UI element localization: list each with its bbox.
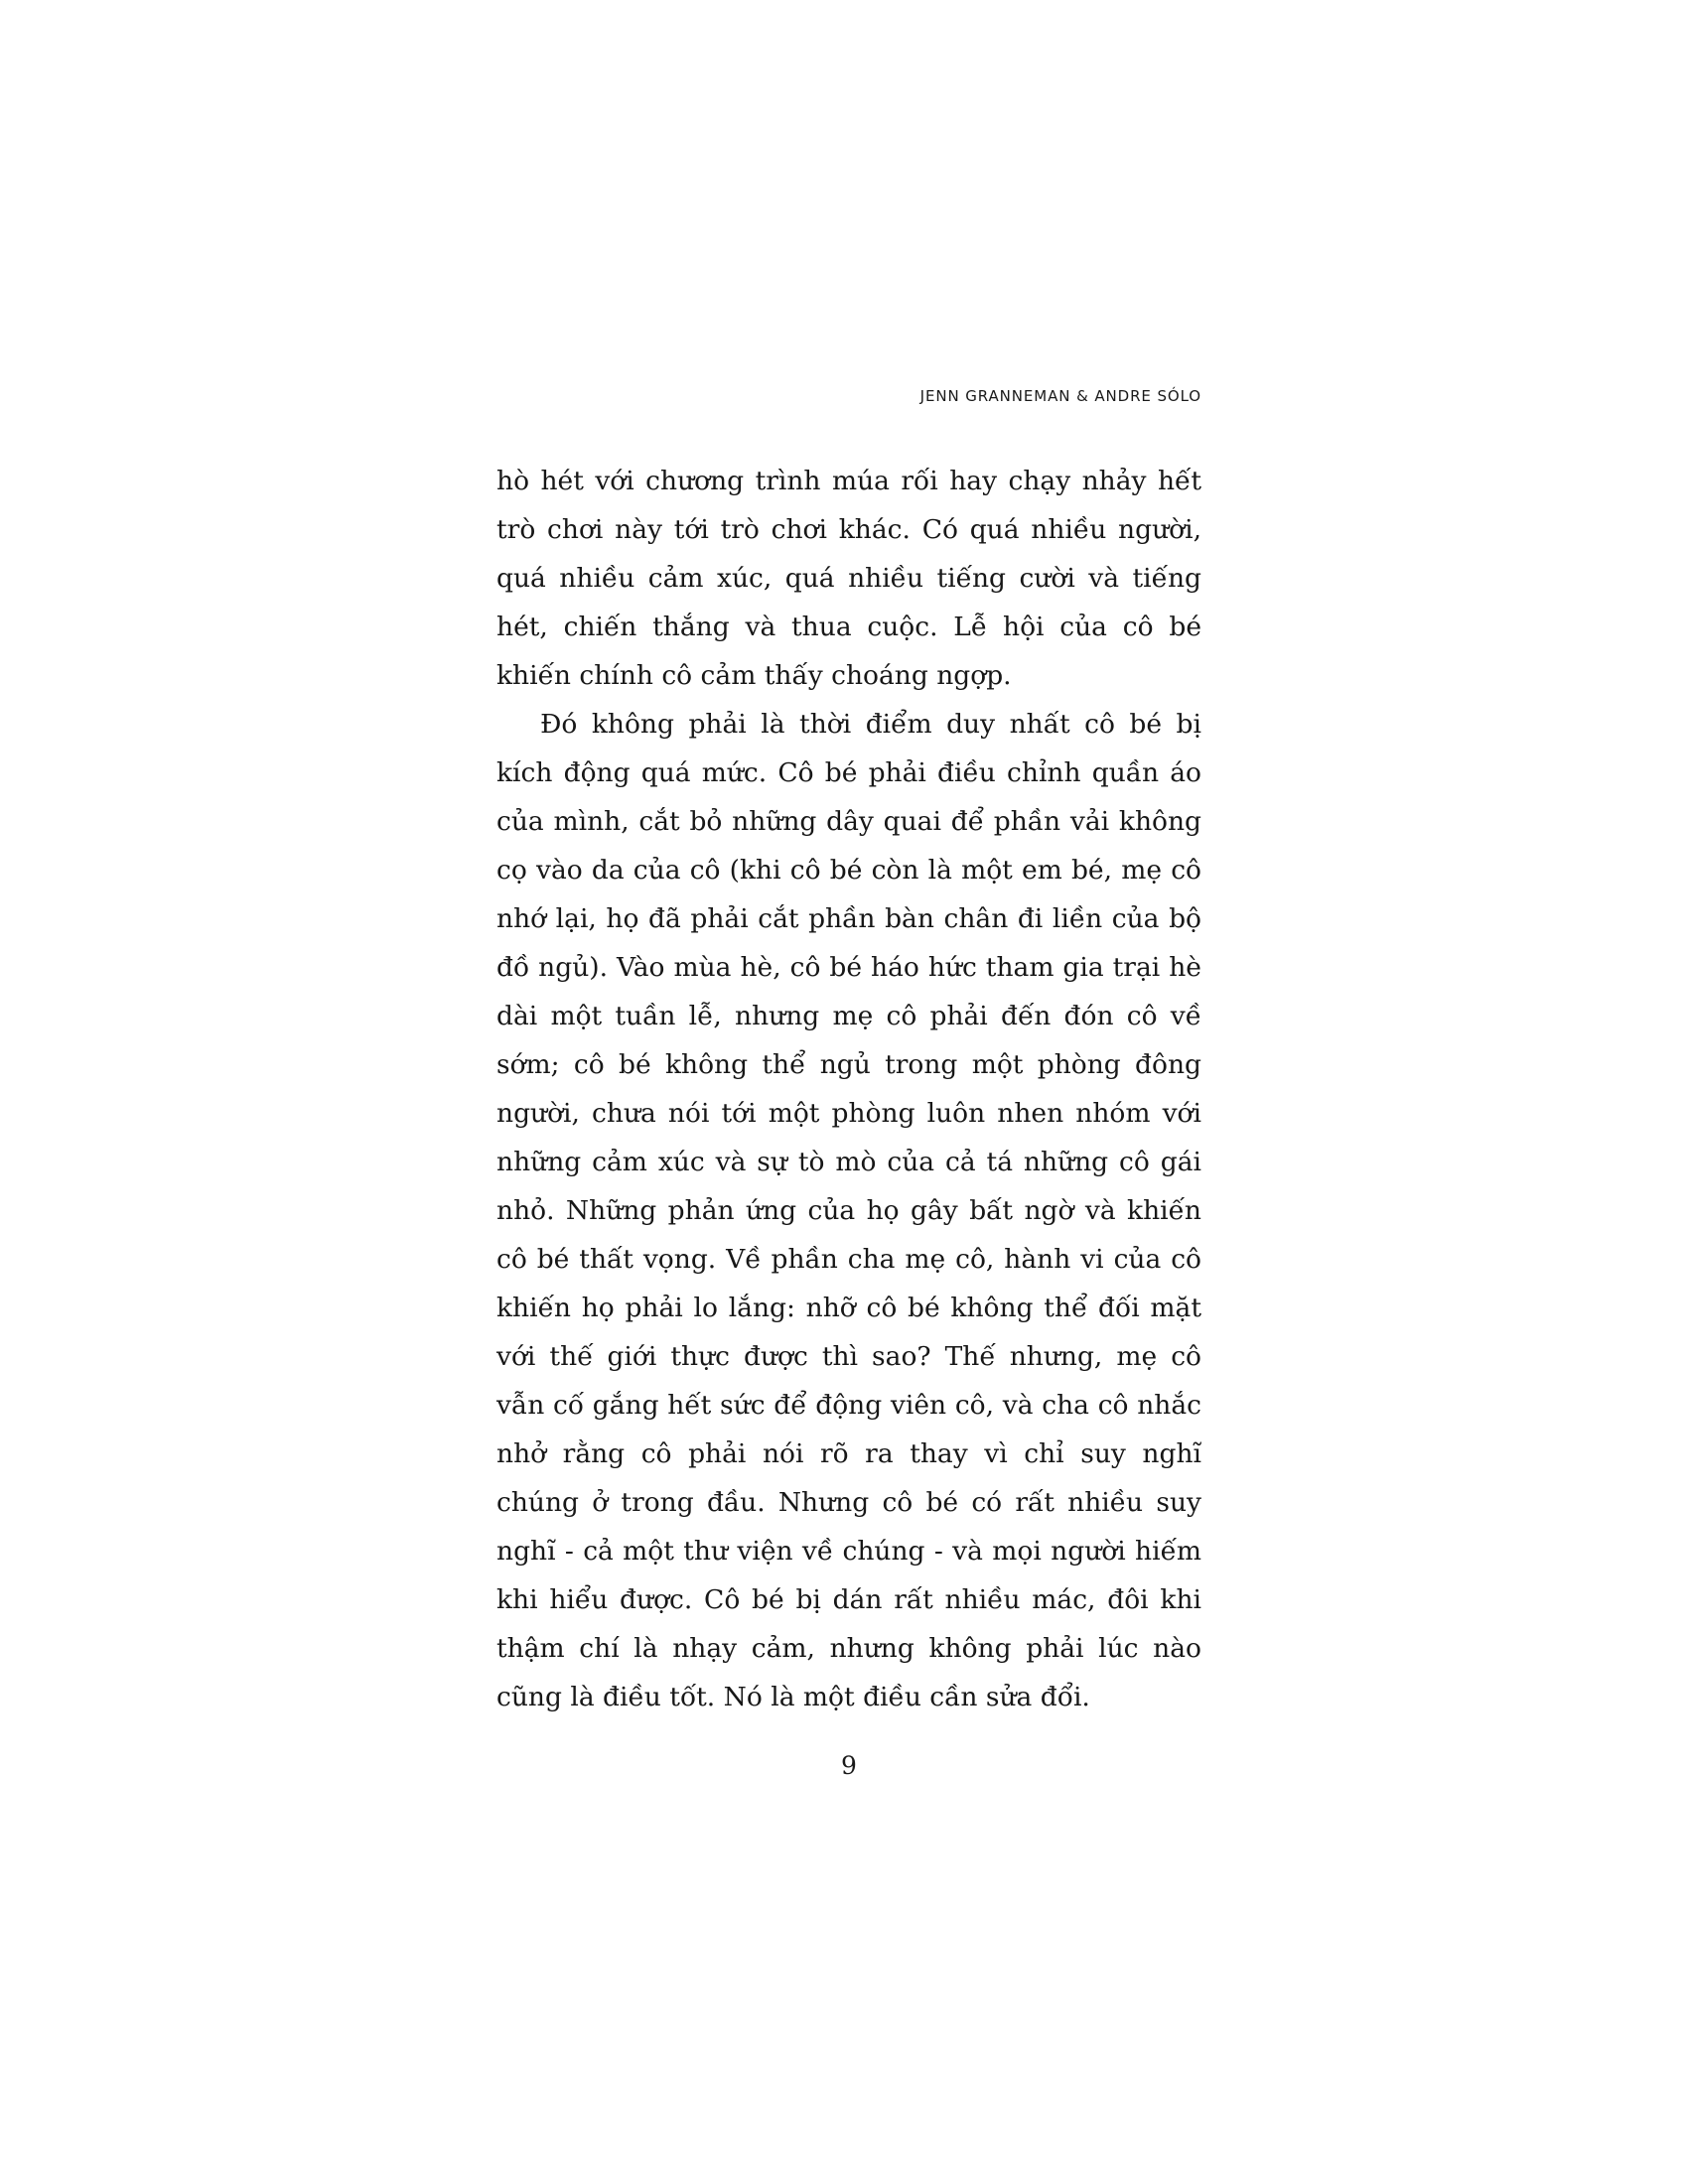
paragraph: Đó không phải là thời điểm duy nhất cô bé bị kích động quá mức. Cô bé phải điều chỉnh quần áo của mình, cắt bỏ những dây quai để phần vải không cọ vào da của cô (khi cô bé còn là một em bé, mẹ cô nhớ lại, họ đã phải cắt phần bàn chân đi liền của bộ đồ ngủ). Vào mùa hè, cô bé háo hức tham gia trại hè dài một tuần lễ, nhưng mẹ cô phải đến đón cô về sớm; cô bé không thể ngủ trong một phòng đông người, chưa nói tới một phòng luôn nhen nhóm với những cảm xúc và sự tò mò của cả tá những cô gái nhỏ. Những phản ứng của họ gây bất ngờ và khiến cô bé thất vọng. Về phần cha mẹ cô, hành vi của cô khiến họ phải lo lắng: nhỡ cô bé không thể đối mặt với thế giới thực được thì sao? Thế nhưng, mẹ cô vẫn cố gắng hết sức để động viên cô, và cha cô nhắc nhở rằng cô phải nói rõ ra thay vì chỉ suy nghĩ chúng ở trong đầu. Nhưng cô bé có rất nhiều suy nghĩ - cả một thư viện về chúng - và mọi người hiếm khi hiểu được. Cô bé bị dán rất nhiều mác, đôi khi thậm chí là nhạy cảm, nhưng không phải lúc nào cũng là điều tốt. Nó là một điều cần sửa đổi. bbox=[496, 709, 1201, 1712]
page-content bbox=[496, 387, 1201, 1721]
running-head: JENN GRANNEMAN & ANDRE SÓLO bbox=[919, 387, 1201, 405]
page-number: 9 bbox=[841, 1751, 857, 1780]
paragraph: hò hét với chương trình múa rối hay chạy nhảy hết trò chơi này tới trò chơi khác. Có quá nhiều người, quá nhiều cảm xúc, quá nhiều tiếng cười và tiếng hét, chiến thắng và thua cuộc. Lễ hội của cô bé khiến chính cô cảm thấy choáng ngợp. bbox=[496, 466, 1201, 691]
